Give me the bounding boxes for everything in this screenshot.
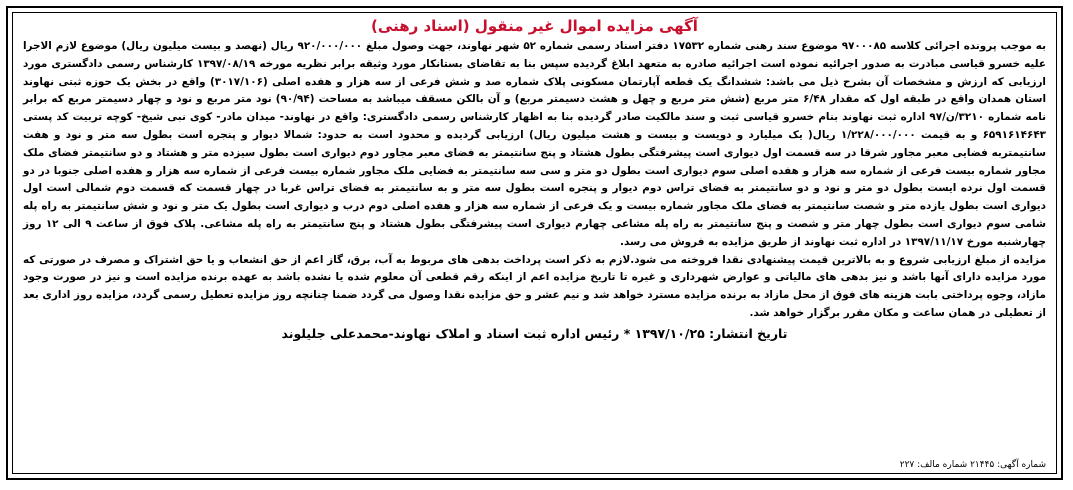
notice-footer-number: شماره آگهی: ۲۱۴۴۵ شماره مالف: ۲۲۷: [899, 460, 1046, 470]
notice-inner-border: [12, 12, 1057, 474]
notice-paragraph-main: به موجب پرونده اجرائی کلاسه ۹۷۰۰۰۸۵ موضوع سند رهنی شماره ۱۷۵۳۲ دفتر اسناد رسمی شماره ۵۲ شهر نهاوند، جهت وصول مبلغ ۹۲۰/۰۰۰/۰۰۰ ریال (نهصد و بیست میلیون ریال) موضوع لازم الاجرا علیه خسرو قیاسی مبادرت به صدور اجرائیه نموده است اجرائیه صادره به متعهد ابلاغ گردیده سپس بنا به تقاضای بستانکار مورد وثیقه برابر نظریه مورخه ۱۳۹۷/۰۸/۱۹ کارشناس رسمی دادگستری مورد ارزیابی که ارزش و مشخصات آن بشرح ذیل می باشد: ششدانگ یک قطعه آپارتمان مسکونی پلاک شماره صد و شش فرعی از سه هزار و هفده اصلی (۳۰۱۷/۱۰۶) واقع در بخش یک حوزه ثبتی نهاوند استان همدان واقع در طبقه اول که مقدار ۶/۴۸ متر مربع (شش متر مربع و چهل و هشت دسیمتر مربع) و آن بالکن مسقف میباشد به مساحت (۹۰/۹۴) نود متر مربع و نود و چهار دسیمتر مربع که برابر نامه شماره ۳۲۱۰/ن/۹۷ اداره ثبت نهاوند بنام خسرو قیاسی ثبت و سند مالکیت صادر گردیده بنا به اظهار کارشناس رسمی دادگستری: واقع در نهاوند- میدان مادر- کوی نبی شیخ- کوچه تربیت کد پستی ۶۵۹۱۶۱۴۶۴۳ و به قیمت ۱/۲۲۸/۰۰۰/۰۰۰ ریال( یک میلیارد و دویست و بیست و هشت میلیون ریال) ارزیابی گردیده و محدود است به حدود: شمالا دیوار و پنجره است بطول سه متر و نود و هفت سانتیمتربه فضایی معبر مجاور شرقا در سه قسمت اول دیواری است پیشرفتگی بطول هشتاد و پنج سانتیمتر به فضای معبر مجاور دوم دیواری است بطول سیزده متر و هشتاد و دو سانتیمتر فضای ملک مجاور شماره بیست فرعی از شماره سه هزار و هفده اصلی سوم دیواری است بطول دو متر و سی سه سانتیمتر به فضایی ملک مجاور شماره بیست فرعی از شماره سه هزار و هفده اصلی جنوبا در دو قسمت اول نرده ایست بطول دو متر و نود و دو سانتیمتر به فضای تراس دوم دیوار و پنجره است بطول سه متر و به سانتیمتر به فضای تراس غربا در چهار قسمت که قسمت دوم شمالی است اول دیواری است بطول یازده متر و شصت سانتیمتر به فضای ملک مجاور شماره بیست و یک فرعی از شماره سه هزار و هفده اصلی دوم درب و دیواری است بطول یک متر و نود و شش سانتیمتر به راه پله شامی سوم دیواری است بطول چهار متر و شصت و پنج سانتیمتر به راه پله مشاعی چهارم دیواری است پیشرفتگی بطول هشتاد و پنج سانتیمتر به راه پله مشاعی. پلاک فوق از ساعت ۹ الی ۱۲ روز چهارشنبه مورخ ۱۳۹۷/۱۱/۱۷ در اداره ثبت نهاوند از طریق مزایده به فروش می رسد.: [23, 40, 1047, 248]
notice-title: آگهی مزایده اموال غیر منقول (اسناد رهنی): [371, 17, 698, 35]
notice-body: [23, 38, 1046, 323]
notice-outer-border: [6, 6, 1063, 480]
notice-paragraph-terms: مزایده از مبلغ ارزیابی شروع و به بالاترین قیمت پیشنهادی نقدا فروخته می شود.لازم به ذکر است پرداخت بدهی های مربوط به آب، برق، گاز اعم از حق انشعاب و یا حق اشتراک و مصرف در صورتی که مورد مزایده دارای آنها باشد و نیز بدهی های مالیاتی و عوارض شهرداری و غیره تا تاریخ مزایده اعم از اینکه رقم قطعی آن معلوم شده یا نشده باشد به عهده برنده مزایده است و نیز در صورت وجود مازاد، وجوه پرداختی بابت هزینه های فوق از محل مازاد به برنده مزایده مسترد خواهد شد و نیم عشر و حق مزایده نقدا وصول می گردد ضمنا چنانچه روز مزایده تعطیل رسمی گردد، مزایده روز اداری بعد از تعطیلی در همان ساعت و مکان مقرر برگزار خواهد شد.: [23, 253, 1046, 319]
notice-signature: تاریخ انتشار: ۱۳۹۷/۱۰/۲۵ * رئیس اداره ثبت اسناد و املاک نهاوند-محمدعلی جلیلوند: [281, 325, 788, 341]
